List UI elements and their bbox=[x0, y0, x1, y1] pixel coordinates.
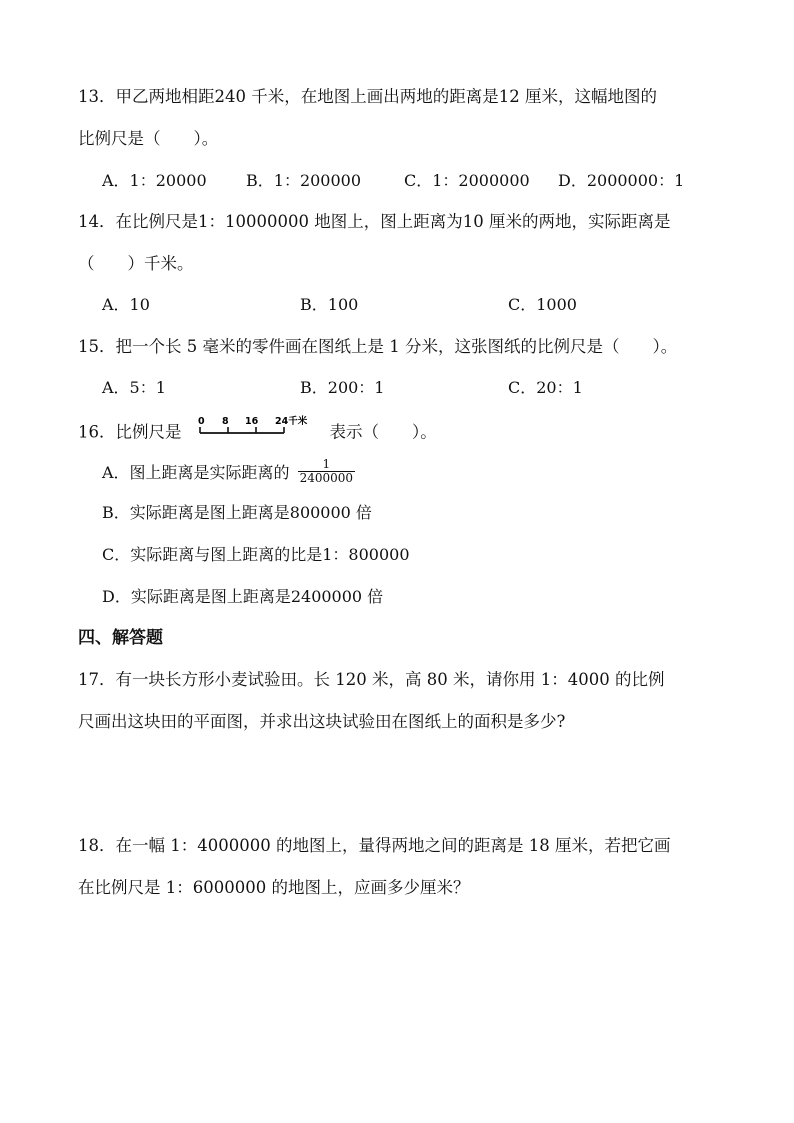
q16-suffix: 表示（ ）。 bbox=[329, 422, 437, 442]
q14-option-b: B．100 bbox=[300, 295, 359, 314]
q14-option-a: A．10 bbox=[102, 295, 150, 314]
q18-line-1: 18．在一幅 1：4000000 的地图上，量得两地之间的距离是 18 厘米，若把它画 bbox=[78, 836, 671, 855]
q18-line-2: 在比例尺是 1：6000000 的地图上，应画多少厘米？ bbox=[78, 878, 470, 897]
scale-bar-svg bbox=[196, 415, 318, 439]
q16-option-d: D．实际距离是图上距离是2400000 倍 bbox=[102, 587, 384, 606]
q15-option-c: C．20：1 bbox=[508, 378, 583, 397]
q13-option-a: A．1：20000 bbox=[102, 171, 207, 190]
q14-line-1: 14．在比例尺是1：10000000 地图上，图上距离为10 厘米的两地，实际距离是 bbox=[78, 212, 671, 231]
q13-line-1: 13．甲乙两地相距240 千米，在地图上画出两地的距离是12 厘米，这幅地图的 bbox=[78, 87, 657, 106]
q14-option-c: C．1000 bbox=[508, 295, 577, 314]
q15-option-a: A．5：1 bbox=[102, 378, 166, 397]
q14-line-2: （ ）千米。 bbox=[78, 254, 194, 273]
q17-line-1: 17．有一块长方形小麦试验田。长 120 米，高 80 米，请你用 1：4000 的比例 bbox=[78, 670, 665, 689]
section-title: 四、解答题 bbox=[78, 628, 163, 648]
q16-option-c: C．实际距离与图上距离的比是1：800000 bbox=[102, 545, 410, 564]
q13-option-c: C．1：2000000 bbox=[404, 171, 530, 190]
q16-option-a-text: A．图上距离是实际距离的 bbox=[102, 463, 290, 482]
q13-option-b: B．1：200000 bbox=[246, 171, 362, 190]
fraction-denominator: 2400000 bbox=[299, 471, 354, 485]
scale-tick-label-0: 0 bbox=[197, 416, 205, 427]
scale-tick-label-8: 8 bbox=[221, 416, 229, 427]
q15-option-b: B．200：1 bbox=[300, 378, 385, 397]
fraction bbox=[298, 458, 355, 485]
scale-bar-graphic bbox=[196, 415, 318, 445]
q16-option-a bbox=[102, 457, 355, 487]
q13-line-2: 比例尺是（ ）。 bbox=[78, 129, 219, 148]
q16-line-1 bbox=[78, 418, 437, 448]
q15-line-1: 15．把一个长 5 毫米的零件画在图纸上是 1 分米，这张图纸的比例尺是（ ）。 bbox=[78, 337, 678, 356]
q13-option-d: D．2000000：1 bbox=[558, 171, 685, 190]
q17-line-2: 尺画出这块田的平面图，并求出这块试验田在图纸上的面积是多少? bbox=[78, 712, 566, 731]
q16-prefix: 16．比例尺是 bbox=[78, 422, 182, 442]
scale-tick-label-16: 16 bbox=[244, 416, 258, 427]
scale-tick-label-24: 24千米 bbox=[274, 416, 307, 427]
q16-option-b: B．实际距离是图上距离是800000 倍 bbox=[102, 503, 372, 522]
fraction-numerator: 1 bbox=[322, 457, 331, 471]
